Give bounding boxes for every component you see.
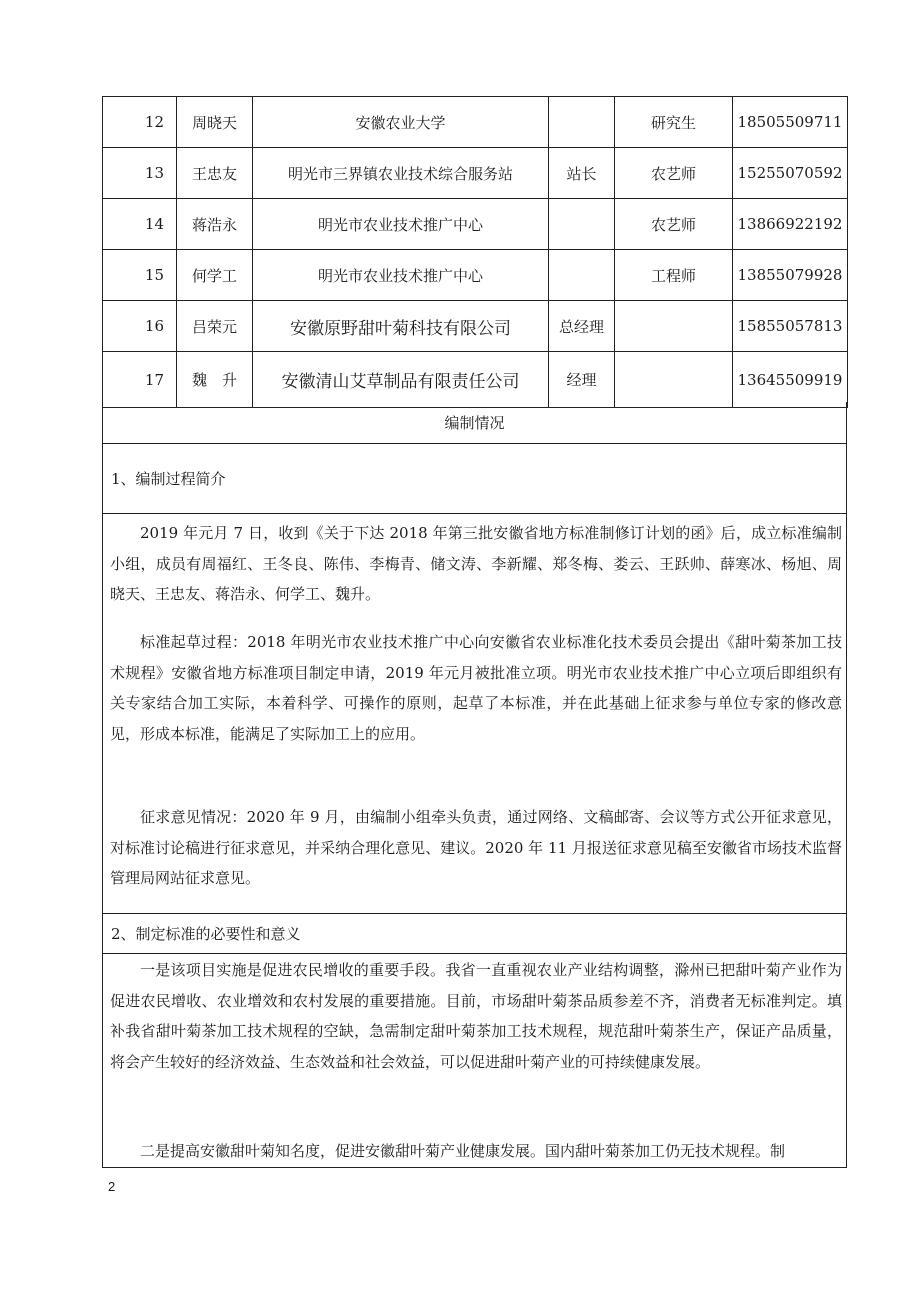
member-number: 15 bbox=[103, 250, 177, 301]
member-number: 16 bbox=[103, 301, 177, 352]
table-row bbox=[103, 250, 848, 301]
member-table bbox=[102, 96, 848, 408]
page-number: 2 bbox=[108, 1179, 116, 1194]
compile-heading: 编制情况 bbox=[102, 402, 847, 444]
member-number: 14 bbox=[103, 199, 177, 250]
member-post: 站长 bbox=[549, 148, 615, 199]
section2-paragraph: 一是该项目实施是促进农民增收的重要手段。我省一直重视农业产业结构调整，滁州已把甜叶菊产业作为促进农民增收、农业增效和农村发展的重要措施。目前，市场甜叶菊茶品质参差不齐，消费者无标准判定。填补我省甜叶菊茶加工技术规程的空缺，急需制定甜叶菊茶加工技术规程，规范甜叶菊茶生产，保证产品质量，将会产生较好的经济效益、生态效益和社会效益，可以促进甜叶菊产业的可持续健康发展。 bbox=[110, 961, 842, 1071]
member-name: 何学工 bbox=[177, 250, 253, 301]
member-organization: 明光市农业技术推广中心 bbox=[253, 199, 549, 250]
member-post: 总经理 bbox=[549, 301, 615, 352]
member-title bbox=[615, 352, 733, 408]
member-phone: 13645509919 bbox=[733, 352, 848, 408]
section1-title: 1、编制过程简介 bbox=[102, 444, 847, 514]
section1-paragraph: 2019 年元月 7 日，收到《关于下达 2018 年第三批安徽省地方标准制修订计划的函》后，成立标准编制小组，成员有周福红、王冬良、陈伟、李梅青、储文涛、李新耀、郑冬梅、娄云、王跃帅、薛寒冰、杨旭、周晓天、王忠友、蒋浩永、何学工、魏升。 bbox=[110, 524, 842, 603]
table-row bbox=[103, 352, 848, 408]
member-post bbox=[549, 250, 615, 301]
section1-paragraph: 标准起草过程：2018 年明光市农业技术推广中心向安徽省农业标准化技术委员会提出《甜叶菊茶加工技术规程》安徽省地方标准项目制定申请，2019 年元月被批准立项。明光市农业技术推广中心立项后即组织有关专家结合加工实际，本着科学、可操作的原则，起草了本标准，并在此基础上征求参与单位专家的修改意见，形成本标准，能满足了实际加工上的应用。 bbox=[110, 633, 842, 743]
member-phone: 15255070592 bbox=[733, 148, 848, 199]
member-organization: 明光市农业技术推广中心 bbox=[253, 250, 549, 301]
member-title: 农艺师 bbox=[615, 199, 733, 250]
member-post bbox=[549, 97, 615, 148]
table-row bbox=[103, 199, 848, 250]
member-name: 周晓天 bbox=[177, 97, 253, 148]
member-title: 农艺师 bbox=[615, 148, 733, 199]
member-name: 吕荣元 bbox=[177, 301, 253, 352]
member-name: 魏 升 bbox=[177, 352, 253, 408]
member-phone: 15855057813 bbox=[733, 301, 848, 352]
member-number: 13 bbox=[103, 148, 177, 199]
member-number: 12 bbox=[103, 97, 177, 148]
table-row bbox=[103, 148, 848, 199]
member-phone: 18505509711 bbox=[733, 97, 848, 148]
member-organization: 安徽农业大学 bbox=[253, 97, 549, 148]
member-post: 经理 bbox=[549, 352, 615, 408]
section2-title: 2、制定标准的必要性和意义 bbox=[102, 914, 847, 954]
table-row bbox=[103, 301, 848, 352]
section2-paragraph: 二是提高安徽甜叶菊知名度，促进安徽甜叶菊产业健康发展。国内甜叶菊茶加工仍无技术规程。制 bbox=[140, 1142, 786, 1160]
member-number: 17 bbox=[103, 352, 177, 408]
member-post bbox=[549, 199, 615, 250]
member-phone: 13866922192 bbox=[733, 199, 848, 250]
member-title bbox=[615, 301, 733, 352]
section1-paragraph: 征求意见情况：2020 年 9 月，由编制小组牵头负责，通过网络、文稿邮寄、会议等方式公开征求意见，对标准讨论稿进行征求意见，并采纳合理化意见、建议。2020 年 11 月报送征求意见稿至安徽省市场技术监督管理局网站征求意见。 bbox=[110, 808, 842, 887]
member-phone: 13855079928 bbox=[733, 250, 848, 301]
member-name: 蒋浩永 bbox=[177, 199, 253, 250]
member-title: 研究生 bbox=[615, 97, 733, 148]
member-name: 王忠友 bbox=[177, 148, 253, 199]
member-organization: 明光市三界镇农业技术综合服务站 bbox=[253, 148, 549, 199]
table-row bbox=[103, 97, 848, 148]
member-title: 工程师 bbox=[615, 250, 733, 301]
member-organization: 安徽清山艾草制品有限责任公司 bbox=[253, 352, 549, 408]
member-organization: 安徽原野甜叶菊科技有限公司 bbox=[253, 301, 549, 352]
